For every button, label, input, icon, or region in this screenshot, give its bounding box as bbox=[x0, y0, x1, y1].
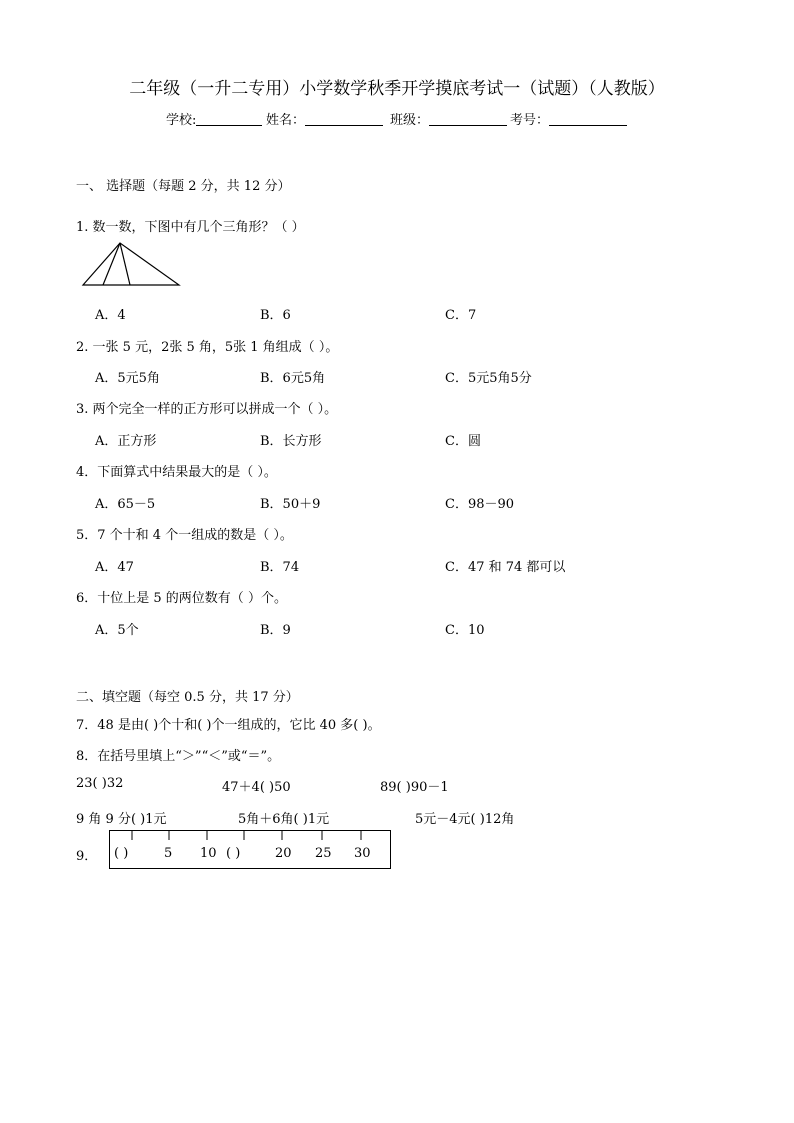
ruler-label-20: 20 bbox=[275, 846, 292, 861]
q2-option-c[interactable]: C．5元5角5分 bbox=[445, 371, 532, 386]
q4-option-c[interactable]: C．98－90 bbox=[445, 497, 515, 512]
name-field[interactable] bbox=[266, 109, 383, 128]
class-field[interactable] bbox=[390, 109, 507, 128]
name-label: 姓名： bbox=[266, 113, 306, 128]
exam-no-field[interactable] bbox=[510, 109, 627, 128]
ruler-blank-2[interactable]: ( ) bbox=[226, 846, 241, 861]
q4-option-a[interactable]: A．65－5 bbox=[95, 497, 156, 512]
q3-option-a[interactable]: A．正方形 bbox=[95, 434, 157, 449]
ruler-blank-1[interactable]: ( ) bbox=[114, 846, 129, 861]
q4-option-b[interactable]: B．50＋9 bbox=[260, 497, 321, 512]
exam-no-label: 考号： bbox=[510, 113, 550, 128]
question-7: 7．48 是由( )个十和( )个一组成的，它比 40 多( )。 bbox=[76, 718, 381, 733]
question-6: 6．十位上是 5 的两位数有（ ）个。 bbox=[76, 591, 287, 606]
q1-option-a[interactable]: A．4 bbox=[95, 308, 126, 323]
q1-option-b[interactable]: B．6 bbox=[260, 308, 291, 323]
q6-option-c[interactable]: C．10 bbox=[445, 623, 485, 638]
q5-option-b[interactable]: B．74 bbox=[260, 560, 300, 575]
school-label: 学校: bbox=[166, 113, 197, 128]
q2-option-a[interactable]: A．5元5角 bbox=[95, 371, 160, 386]
number-ruler-box bbox=[109, 830, 391, 869]
question-3: 3. 两个完全一样的正方形可以拼成一个（ ）。 bbox=[76, 402, 338, 417]
page-title: 二年级（一升二专用）小学数学秋季开学摸底考试一（试题）（人教版） bbox=[129, 79, 665, 99]
q5-option-c[interactable]: C．47 和 74 都可以 bbox=[445, 560, 566, 575]
q2-option-b[interactable]: B．6元5角 bbox=[260, 371, 326, 386]
q8-item-6: 5元－4元( )12角 bbox=[415, 812, 515, 827]
question-2: 2. 一张 5 元，2张 5 角，5张 1 角组成（ ）。 bbox=[76, 340, 339, 355]
ruler-ticks bbox=[110, 831, 390, 868]
q5-option-a[interactable]: A．47 bbox=[95, 560, 134, 575]
ruler-label-30: 30 bbox=[354, 846, 371, 861]
section2-heading: 二、填空题（每空 0.5 分，共 17 分） bbox=[76, 690, 299, 705]
section1-heading: 一、 选择题（每题 2 分，共 12 分） bbox=[76, 179, 291, 194]
question-5: 5．7 个十和 4 个一组成的数是（ ）。 bbox=[76, 528, 293, 543]
q8-item-1: 23( )32 bbox=[76, 776, 124, 791]
school-field[interactable] bbox=[166, 109, 262, 128]
q8-item-3: 89( )90－1 bbox=[380, 780, 449, 795]
q6-option-a[interactable]: A．5个 bbox=[95, 623, 139, 638]
question-4: 4．下面算式中结果最大的是（ ）。 bbox=[76, 465, 277, 480]
q8-item-4: 9 角 9 分( )1元 bbox=[76, 812, 167, 827]
question-9-label: 9． bbox=[76, 849, 98, 864]
q3-option-c[interactable]: C．圆 bbox=[445, 434, 481, 449]
q8-item-5: 5角＋6角( )1元 bbox=[238, 812, 330, 827]
q8-item-2: 47＋4( )50 bbox=[222, 780, 291, 795]
triangle-figure bbox=[83, 241, 180, 287]
ruler-label-25: 25 bbox=[315, 846, 332, 861]
ruler-label-5: 5 bbox=[164, 846, 173, 861]
ruler-label-10: 10 bbox=[200, 846, 217, 861]
question-1: 1. 数一数，下图中有几个三角形？（ ） bbox=[76, 220, 305, 235]
question-8: 8．在括号里填上“＞”“＜”或“＝”。 bbox=[76, 749, 281, 764]
q1-option-c[interactable]: C．7 bbox=[445, 308, 477, 323]
q6-option-b[interactable]: B．9 bbox=[260, 623, 291, 638]
class-label: 班级： bbox=[390, 113, 430, 128]
q3-option-b[interactable]: B．长方形 bbox=[260, 434, 322, 449]
